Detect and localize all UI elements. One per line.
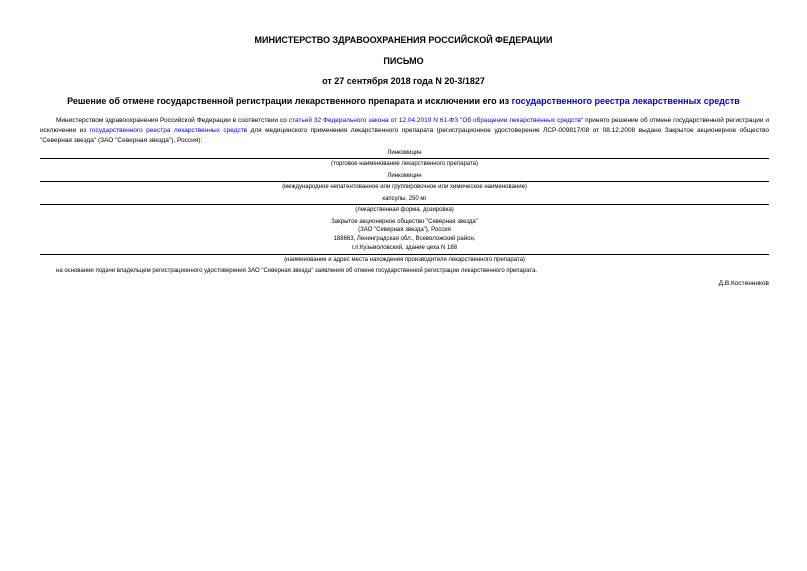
decision-title (0, 96, 807, 107)
intro-text-2: принято решение об отмене государственной регистрации и исключении из (40, 117, 769, 134)
producer-line-2: (ЗАО "Северная звезда"), Россия (358, 227, 451, 233)
registry-link-title[interactable]: государственного реестра лекарственных средств (511, 96, 740, 106)
producer-divider (40, 254, 769, 255)
trade-name-value: Линкомицин (387, 150, 422, 156)
basis-statement: на основании подачи владельцем регистрационного удостоверения ЗАО "Северная звезда" заявления об отмене государственной регистрации лекарственного препарата. (56, 268, 538, 274)
inn-value: Линкомицин (387, 173, 422, 179)
trade-name-divider (40, 158, 769, 159)
form-caption: (лекарственная форма, дозировка) (355, 207, 454, 213)
signature: Д.В.Костенников (718, 280, 769, 287)
ministry-heading: МИНИСТЕРСТВО ЗДРАВООХРАНЕНИЯ РОССИЙСКОЙ ФЕДЕРАЦИИ (254, 35, 553, 45)
document-type-heading: ПИСЬМО (383, 56, 424, 66)
trade-name-caption: (торговое наименование лекарственного препарата) (330, 161, 478, 167)
law-article-link[interactable]: статьей 32 Федерального закона от 12.04.2010 N 61-ФЗ "Об обращении лекарственных средств" (288, 117, 584, 124)
producer-caption: (наименование и адрес места нахождения производителя лекарственного препарата) (284, 257, 525, 263)
producer-line-1: Закрытое акционерное общество "Северная звезда" (331, 219, 478, 225)
form-value: капсулы, 250 мг (382, 196, 427, 202)
inn-caption: (международное непатентованное или группировочное или химическое наименование) (282, 184, 527, 190)
decision-title-text: Решение об отмене государственной регистрации лекарственного препарата и исключении его из (67, 96, 512, 106)
producer-line-4: г.п.Кузьмоловский, здание цеха N 188 (351, 245, 458, 251)
inn-divider (40, 181, 769, 182)
intro-text-3: для медицинского применения лекарственного препарата (регистрационное удостоверение ЛСР-009817/08 от 08.12.2008 выдано Закрытое акционерное общество "Северная звезда" (ЗАО "Северная звезда"), Россия): (40, 127, 769, 144)
form-divider (40, 204, 769, 205)
registry-link-body[interactable]: государственного реестра лекарственных средств (89, 127, 248, 134)
intro-paragraph (40, 116, 769, 146)
intro-text-1: Министерством здравоохранения Российской Федерации в соответствии со (56, 117, 289, 124)
document-date-number: от 27 сентября 2018 года N 20-3/1827 (322, 76, 485, 86)
producer-line-3: 188663, Ленинградская обл., Всеволожский район, (333, 236, 476, 242)
